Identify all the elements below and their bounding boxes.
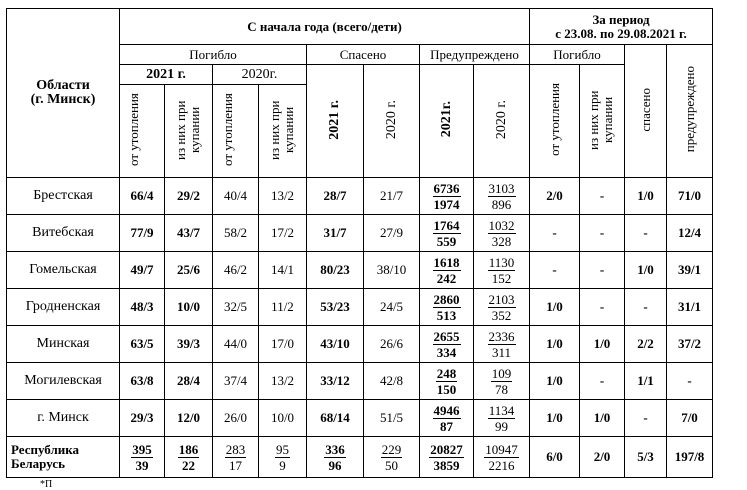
cell-s21: 28/4: [165, 363, 213, 400]
cell-sv21: 33/12: [307, 363, 364, 400]
total-period-saved: 5/3: [625, 437, 667, 478]
cell-s21: 39/3: [165, 326, 213, 363]
cell-s21: 10/0: [165, 289, 213, 326]
cell-psv: 1/0: [625, 178, 667, 215]
prevented-2020-bottom: 152: [491, 270, 512, 286]
prevented-2021-bottom: 334: [436, 344, 457, 360]
footnote: *П: [40, 479, 53, 490]
period-prevented-header: предупреждено: [681, 66, 697, 153]
region-name: Минская: [7, 326, 120, 363]
cell-s20: 14/1: [259, 252, 307, 289]
cell-d20: 58/2: [213, 215, 259, 252]
cell-ppv: -: [667, 363, 713, 400]
saved-2021-header: 2021 г.: [327, 99, 342, 140]
prevented-2021-bottom: 1974: [433, 196, 460, 212]
total-died-2020-bottom: 17: [229, 457, 242, 473]
cell-s21: 12/0: [165, 400, 213, 437]
total-region: Республика Беларусь: [7, 437, 120, 478]
cell-pd: -: [530, 252, 580, 289]
cell-sv21: 31/7: [307, 215, 364, 252]
drowning-2021-header: от утопления: [126, 93, 141, 166]
prevented-2020-bottom: 78: [495, 381, 508, 397]
swimming-2021-header: из них при купании: [172, 99, 202, 160]
total-period-died: 6/0: [530, 437, 580, 478]
prevented-2021-top: 6736: [433, 180, 460, 196]
period-swimming-header: из них при купании: [586, 89, 615, 150]
region-name: Гродненская: [7, 289, 120, 326]
cell-d21: 48/3: [120, 289, 165, 326]
prevented-2020-top: 2336: [488, 328, 515, 344]
cell-ppv: 39/1: [667, 252, 713, 289]
died-period-header: Погибло: [530, 45, 625, 65]
prevented-2020-top: 1130: [488, 254, 515, 270]
total-row: [7, 437, 713, 478]
total-swim-2021-top: 186: [178, 441, 199, 457]
prevented-2020-top: 2103: [488, 291, 515, 307]
cell-sv20: 38/10: [364, 252, 420, 289]
region-name: Гомельская: [7, 252, 120, 289]
prevented-2020-top: 1032: [488, 217, 515, 233]
cell-pd: 2/0: [530, 178, 580, 215]
cell-s20: 10/0: [259, 400, 307, 437]
total-prev-2020-top: 10947: [485, 441, 518, 457]
prevented-2020-bottom: 896: [491, 196, 512, 212]
cell-d20: 37/4: [213, 363, 259, 400]
prevented-2021-top: 4946: [433, 402, 460, 418]
cell-sv20: 24/5: [364, 289, 420, 326]
prevented-2021-top: 2860: [433, 291, 460, 307]
prevented-2020-top: 3103: [488, 180, 515, 196]
table-row: [7, 215, 713, 252]
table-row: [7, 326, 713, 363]
cell-sv21: 80/23: [307, 252, 364, 289]
period-header: За период с 23.08. по 29.08.2021 г.: [530, 9, 713, 45]
died-header: Погибло: [120, 45, 307, 65]
cell-ppv: 12/4: [667, 215, 713, 252]
cell-psv: -: [625, 215, 667, 252]
cell-ppv: 31/1: [667, 289, 713, 326]
prevented-2021-top: 1764: [433, 217, 460, 233]
total-died-2021-top: 395: [132, 441, 152, 457]
cell-sv21: 28/7: [307, 178, 364, 215]
total-died-2021-bottom: 39: [135, 457, 149, 473]
table-row: [7, 178, 713, 215]
drowning-2020-header: от утопления: [219, 93, 235, 166]
total-period-swim: 2/0: [580, 437, 625, 478]
cell-s21: 25/6: [165, 252, 213, 289]
region-name: г. Минск: [7, 400, 120, 437]
prevented-header: Предупреждено: [420, 45, 530, 65]
cell-sv20: 26/6: [364, 326, 420, 363]
prevented-2020-top: 1134: [488, 402, 515, 418]
cell-d20: 46/2: [213, 252, 259, 289]
saved-header: Спасено: [307, 45, 420, 65]
prevented-2021-bottom: 513: [436, 307, 457, 323]
cell-d21: 66/4: [120, 178, 165, 215]
ytd-header: С начала года (всего/дети): [120, 9, 530, 45]
cell-ps: -: [580, 289, 625, 326]
region-name: Могилевская: [7, 363, 120, 400]
cell-pd: 1/0: [530, 363, 580, 400]
table-row: [7, 400, 713, 437]
cell-pd: 1/0: [530, 289, 580, 326]
cell-ps: -: [580, 252, 625, 289]
cell-d21: 63/8: [120, 363, 165, 400]
cell-d20: 32/5: [213, 289, 259, 326]
total-swim-2020-bottom: 9: [279, 457, 286, 473]
total-saved-2021-top: 336: [325, 441, 345, 457]
period-drowning-header: от утопления: [546, 83, 562, 156]
saved-2020-header: 2020 г.: [383, 99, 399, 140]
swimming-2020-header: из них при купании: [266, 99, 296, 160]
cell-s20: 17/0: [259, 326, 307, 363]
cell-ps: -: [580, 363, 625, 400]
cell-d21: 63/5: [120, 326, 165, 363]
table-row: [7, 289, 713, 326]
cell-ppv: 37/2: [667, 326, 713, 363]
cell-ppv: 71/0: [667, 178, 713, 215]
year-2020-header: 2020г.: [213, 65, 307, 85]
total-saved-2020-top: 229: [381, 441, 402, 457]
total-died-2020-top: 283: [225, 441, 246, 457]
prevented-2020-header: 2020 г.: [493, 99, 509, 140]
year-2021-header: 2021 г.: [120, 65, 213, 85]
prevented-2021-top: 248: [436, 365, 457, 381]
total-prev-2021-top: 20827: [430, 441, 463, 457]
cell-ps: 1/0: [580, 400, 625, 437]
cell-s21: 43/7: [165, 215, 213, 252]
cell-d20: 26/0: [213, 400, 259, 437]
cell-psv: -: [625, 400, 667, 437]
total-swim-2020-top: 95: [276, 441, 289, 457]
cell-sv20: 27/9: [364, 215, 420, 252]
cell-psv: -: [625, 289, 667, 326]
cell-ps: -: [580, 178, 625, 215]
table-row: [7, 363, 713, 400]
cell-s20: 17/2: [259, 215, 307, 252]
cell-d20: 40/4: [213, 178, 259, 215]
cell-s21: 29/2: [165, 178, 213, 215]
total-prev-2021-bottom: 3859: [433, 457, 460, 473]
cell-pd: -: [530, 215, 580, 252]
prevented-2020-bottom: 99: [495, 418, 508, 434]
total-prev-2020-bottom: 2216: [488, 457, 515, 473]
cell-psv: 1/1: [625, 363, 667, 400]
prevented-2021-top: 1618: [433, 254, 460, 270]
prevented-2021-bottom: 87: [440, 418, 453, 434]
cell-sv20: 21/7: [364, 178, 420, 215]
cell-ps: -: [580, 215, 625, 252]
regions-header: Области (г. Минск): [7, 9, 120, 178]
prevented-2021-bottom: 242: [436, 270, 457, 286]
total-period-prevented: 197/8: [667, 437, 713, 478]
region-name: Витебская: [7, 215, 120, 252]
prevented-2020-top: 109: [491, 365, 512, 381]
cell-s20: 11/2: [259, 289, 307, 326]
cell-ppv: 7/0: [667, 400, 713, 437]
prevented-2021-bottom: 559: [436, 233, 457, 249]
prevented-2021-header: 2021г.: [438, 101, 454, 138]
cell-psv: 2/2: [625, 326, 667, 363]
prevented-2021-top: 2655: [433, 328, 460, 344]
table-row: [7, 252, 713, 289]
total-saved-2020-bottom: 50: [385, 457, 398, 473]
prevented-2020-bottom: 311: [491, 344, 512, 360]
cell-d21: 29/3: [120, 400, 165, 437]
total-saved-2021-bottom: 96: [328, 457, 342, 473]
region-name: Брестская: [7, 178, 120, 215]
cell-sv21: 68/14: [307, 400, 364, 437]
prevented-2021-bottom: 150: [436, 381, 457, 397]
cell-psv: 1/0: [625, 252, 667, 289]
cell-s20: 13/2: [259, 363, 307, 400]
drowning-statistics-table: [6, 8, 713, 478]
cell-s20: 13/2: [259, 178, 307, 215]
cell-sv20: 51/5: [364, 400, 420, 437]
cell-sv20: 42/8: [364, 363, 420, 400]
prevented-2020-bottom: 352: [491, 307, 512, 323]
cell-pd: 1/0: [530, 400, 580, 437]
cell-d21: 77/9: [120, 215, 165, 252]
cell-sv21: 53/23: [307, 289, 364, 326]
period-saved-header: спасено: [637, 87, 653, 132]
cell-d20: 44/0: [213, 326, 259, 363]
cell-sv21: 43/10: [307, 326, 364, 363]
prevented-2020-bottom: 328: [491, 233, 512, 249]
cell-ps: 1/0: [580, 326, 625, 363]
total-swim-2021-bottom: 22: [182, 457, 195, 473]
cell-pd: 1/0: [530, 326, 580, 363]
cell-d21: 49/7: [120, 252, 165, 289]
